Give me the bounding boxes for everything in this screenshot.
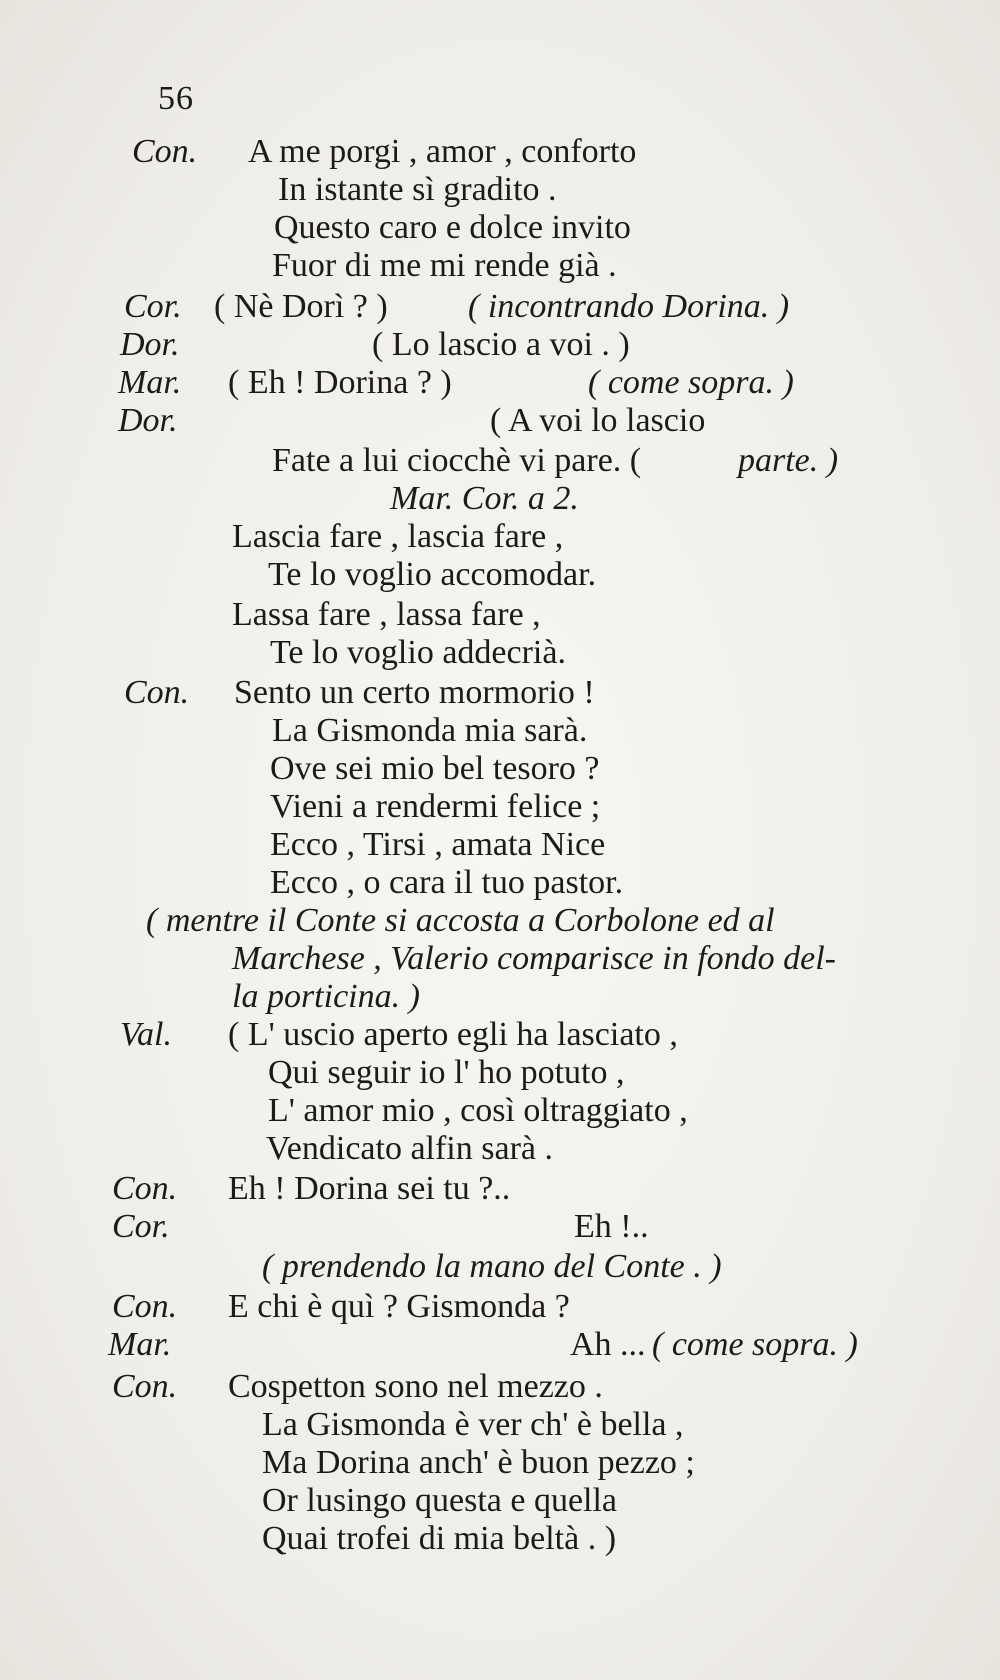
verse-line: Eh ! Dorina sei tu ?.. bbox=[228, 1170, 511, 1207]
verse-line: Qui seguir io l' ho potuto , bbox=[268, 1054, 625, 1091]
speaker-label: Con. bbox=[112, 1368, 178, 1405]
verse-line: Lassa fare , lassa fare , bbox=[232, 596, 541, 633]
speaker-label: Con. bbox=[124, 674, 190, 711]
speaker-label: Mar. bbox=[108, 1326, 172, 1363]
verse-line: ( A voi lo lascio bbox=[490, 402, 706, 439]
verse-line: ( Eh ! Dorina ? ) bbox=[228, 364, 452, 401]
speaker-label: Dor. bbox=[120, 326, 180, 363]
verse-line: In istante sì gradito . bbox=[278, 171, 557, 208]
verse-line: Fate a lui ciocchè vi pare. ( bbox=[272, 442, 642, 479]
stage-direction: ( prendendo la mano del Conte . ) bbox=[262, 1248, 722, 1285]
verse-line: Te lo voglio addecrià. bbox=[270, 634, 566, 671]
verse-line: E chi è quì ? Gismonda ? bbox=[228, 1288, 570, 1325]
stage-direction: Mar. Cor. a 2. bbox=[390, 480, 579, 517]
verse-line: Fuor di me mi rende già . bbox=[272, 247, 617, 284]
speaker-label: Cor. bbox=[124, 288, 182, 325]
verse-line: Cospetton sono nel mezzo . bbox=[228, 1368, 603, 1405]
speaker-label: Val. bbox=[120, 1016, 172, 1053]
stage-direction: Marchese , Valerio comparisce in fondo del- bbox=[232, 940, 836, 977]
stage-direction: ( come sopra. ) bbox=[588, 364, 794, 401]
stage-direction: ( come sopra. ) bbox=[652, 1326, 858, 1363]
stage-direction: ( mentre il Conte si accosta a Corbolone ed al bbox=[146, 902, 775, 939]
verse-line: Te lo voglio accomodar. bbox=[268, 556, 597, 593]
verse-line: Ah ... bbox=[570, 1326, 646, 1363]
speaker-label: Con. bbox=[132, 133, 198, 170]
stage-direction: la porticina. ) bbox=[232, 978, 420, 1015]
verse-line: La Gismonda è ver ch' è bella , bbox=[262, 1406, 684, 1443]
verse-line: Ecco , Tirsi , amata Nice bbox=[270, 826, 606, 863]
verse-line: Sento un certo mormorio ! bbox=[234, 674, 595, 711]
verse-line: Ecco , o cara il tuo pastor. bbox=[270, 864, 624, 901]
verse-line: Ove sei mio bel tesoro ? bbox=[270, 750, 600, 787]
stage-direction: ( incontrando Dorina. ) bbox=[468, 288, 790, 325]
speaker-label: Con. bbox=[112, 1170, 178, 1207]
verse-line: La Gismonda mia sarà. bbox=[272, 712, 588, 749]
speaker-label: Mar. bbox=[118, 364, 182, 401]
verse-line: ( Nè Dorì ? ) bbox=[214, 288, 388, 325]
speaker-label: Con. bbox=[112, 1288, 178, 1325]
page-number: 56 bbox=[158, 80, 194, 117]
verse-line: Ma Dorina anch' è buon pezzo ; bbox=[262, 1444, 695, 1481]
verse-line: A me porgi , amor , conforto bbox=[248, 133, 637, 170]
verse-line: Lascia fare , lascia fare , bbox=[232, 518, 564, 555]
verse-line: Vendicato alfin sarà . bbox=[266, 1130, 553, 1167]
speaker-label: Cor. bbox=[112, 1208, 170, 1245]
verse-line: Questo caro e dolce invito bbox=[274, 209, 631, 246]
stage-direction: parte. ) bbox=[738, 442, 839, 479]
verse-line: ( L' uscio aperto egli ha lasciato , bbox=[228, 1016, 678, 1053]
verse-line: Vieni a rendermi felice ; bbox=[270, 788, 601, 825]
verse-line: Or lusingo questa e quella bbox=[262, 1482, 618, 1519]
verse-line: L' amor mio , così oltraggiato , bbox=[268, 1092, 688, 1129]
verse-line: Eh !.. bbox=[574, 1208, 649, 1245]
verse-line: Quai trofei di mia beltà . ) bbox=[262, 1520, 617, 1557]
speaker-label: Dor. bbox=[118, 402, 178, 439]
verse-line: ( Lo lascio a voi . ) bbox=[372, 326, 630, 363]
